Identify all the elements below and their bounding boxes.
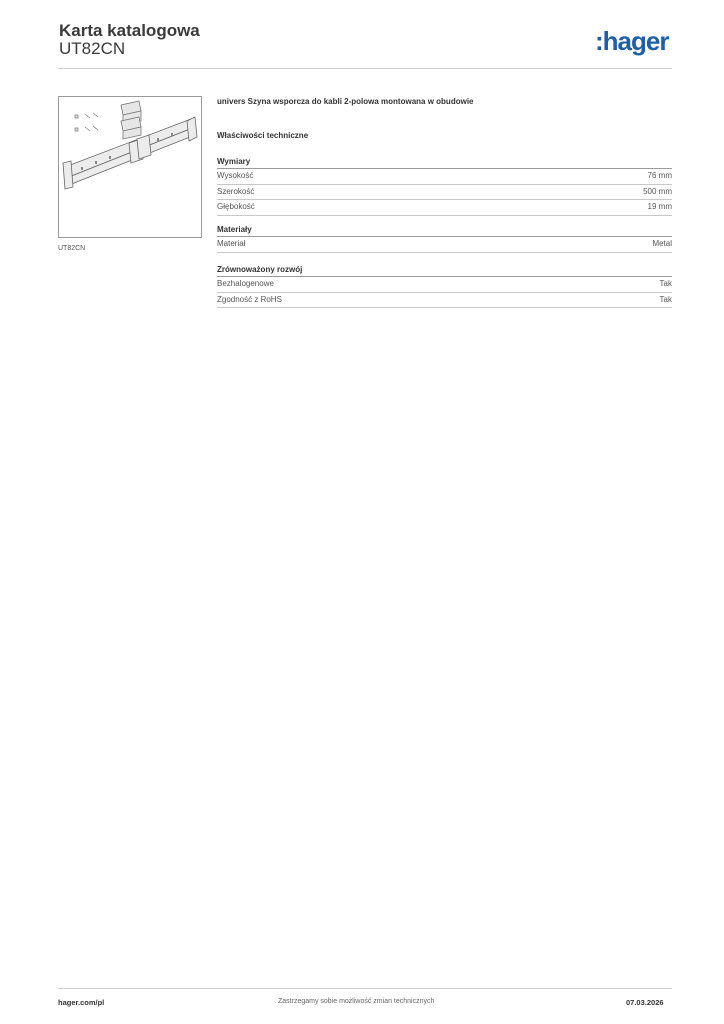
spec-row xyxy=(217,185,672,201)
spec-label: Głębokość xyxy=(217,202,255,211)
spec-row xyxy=(217,169,672,185)
footer-date: 07.03.2026 xyxy=(626,998,664,1007)
spec-label: Bezhalogenowe xyxy=(217,279,274,288)
spec-value: 76 mm xyxy=(647,171,672,180)
spec-label: Szerokość xyxy=(217,186,255,196)
spec-row xyxy=(217,200,672,216)
spec-group-title: Wymiary xyxy=(217,156,672,169)
product-image-frame xyxy=(58,96,202,238)
hager-logo[interactable]: :hager xyxy=(595,26,669,56)
product-description: univers Szyna wsporcza do kabli 2-polowa montowana w obudowie xyxy=(217,97,474,106)
spec-label: Wysokość xyxy=(217,171,254,180)
spec-group-title: Materiały xyxy=(217,224,672,237)
spec-value: 19 mm xyxy=(647,202,672,211)
document-title: Karta katalogowa xyxy=(59,21,200,40)
spec-value: 500 mm xyxy=(643,186,672,196)
spec-label: Materiał xyxy=(217,239,246,248)
spec-value: Metal xyxy=(652,239,672,248)
footer-notice: Zastrzegamy sobie możliwość zmian technicznych xyxy=(278,998,435,1005)
spec-label: Zgodność z RoHS xyxy=(217,294,282,304)
image-caption: UT82CN xyxy=(58,245,86,252)
spec-group-dimensions xyxy=(217,156,672,216)
technical-properties-title: Właściwości techniczne xyxy=(217,131,309,140)
spec-value: Tak xyxy=(659,279,672,288)
spec-group-sustainability xyxy=(217,264,672,308)
header-divider xyxy=(58,68,672,69)
spec-row xyxy=(217,277,672,293)
product-image xyxy=(59,97,201,237)
spec-row xyxy=(217,293,672,309)
spec-group-materials xyxy=(217,224,672,253)
footer-divider xyxy=(58,988,672,989)
spec-value: Tak xyxy=(659,294,672,304)
spec-row xyxy=(217,237,672,253)
product-code-heading: UT82CN xyxy=(59,39,126,58)
spec-group-title: Zrównoważony rozwój xyxy=(217,264,672,277)
footer-website-link[interactable]: hager.com/pl xyxy=(58,998,105,1007)
